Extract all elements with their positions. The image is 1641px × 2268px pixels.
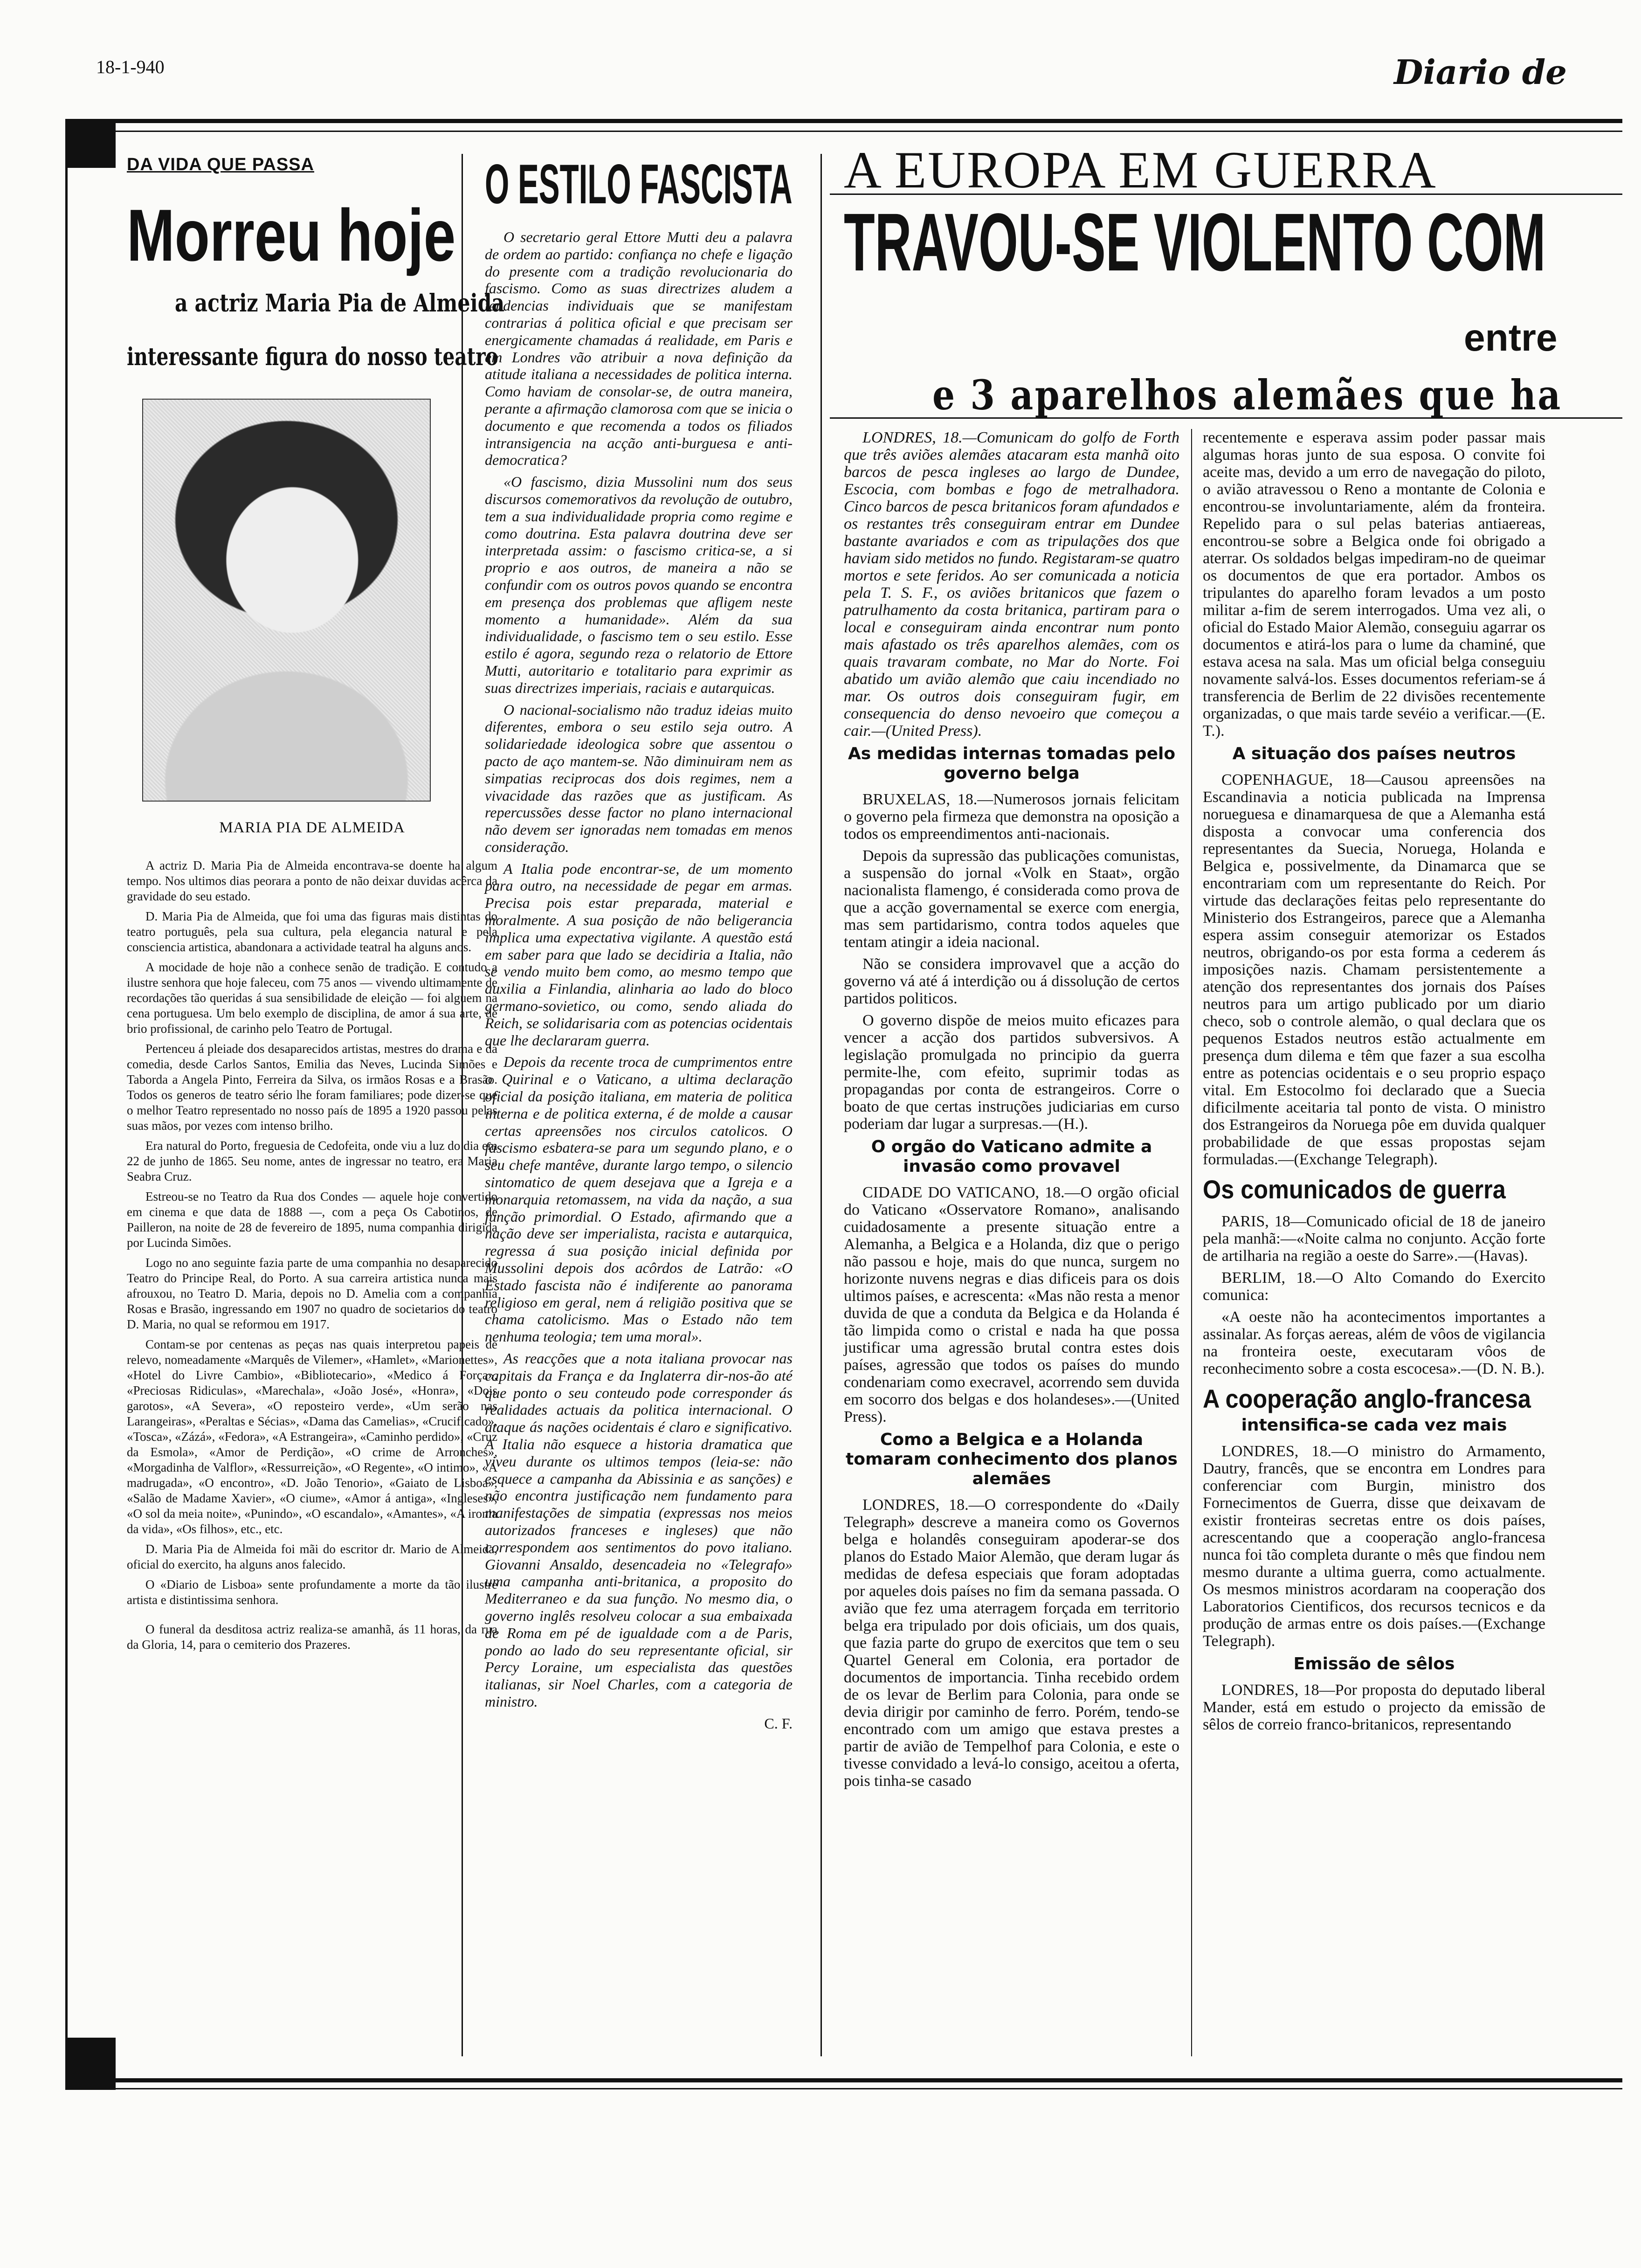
headline-war: TRAVOU-SE VIOLENTO COM (844, 197, 1546, 288)
subheading: A situação dos países neutros (1232, 744, 1516, 763)
paragraph: PARIS, 18—Comunicado oficial de 18 de janeiro pela manhã:—«Noite calma no conjunto. Acção forte de artilharia na região a oeste do Sarre».—(Havas). (1203, 1213, 1545, 1265)
paragraph: BERLIM, 18.—O Alto Comando do Exercito comunica: (1203, 1269, 1545, 1304)
top-rule (65, 119, 1622, 123)
paragraph: Depois da supressão das publicações comunistas, a suspensão do jornal «Volk en Staat», orgão nacionalista flamengo, é considerada como prova de que a acção governamental se exerce com energia, mas sem partidarismo, contra todos aqueles que tentam atingir a ideia nacional. (844, 847, 1179, 951)
paragraph: LONDRES, 18.—Comunicam do golfo de Forth que três aviões alemães atacaram esta manhã oito barcos de pesca ingleses ao largo de Dundee, Escocia, com bombas e fogo de metralhadora. Cinco barcos de pesca britanicos foram afundados e os restantes três conseguiram entrar em Dundee bastante avariados e com as tripulações dos que haviam sido metidos no fundo. Registaram-se quatro mortos e sete feridos. Ao ser comunicada a noticia pela T. S. F., os aviões britanicos que fazem o patrulhamento da costa britanica, partiram para o local e conseguiram ainda encontrar num ponto mais afastado os três aparelhos alemães, com os quais travaram combate, no Mar do Norte. Foi abatido um avião alemão que caiu incendiado no mar. Os outros dois conseguiram fugir, em consequencia do denso nevoeiro que começou a cair.—(United Press). (844, 429, 1179, 740)
paragraph: Não se considera improvavel que a acção do governo vá até á interdição ou á dissolução de certos partidos politicos. (844, 955, 1179, 1007)
obituary-deck: a actriz Maria Pia de Almeida (175, 289, 505, 318)
column-rule (1191, 429, 1192, 2056)
left-edge (65, 123, 68, 2081)
subheading: As medidas internas tomadas pelo governo belga (848, 744, 1176, 783)
bottom-rule (65, 2078, 1622, 2082)
paragraph: D. Maria Pia de Almeida foi mãi do escritor dr. Mario de Almeida, oficial do exercito, ha alguns anos falecido. (127, 1542, 497, 1571)
paragraph: «O fascismo, dizia Mussolini num dos seus discursos comemorativos da revolução de outubro, tem a sua individualidade propria como regime e como doutrina. Esta palavra doutrina deve ser interpretada assim: o fascismo critica-se, a si proprio e aos outros, de maneira a não se confundir com os outros povos quando se encontra em presença dos problemas que afligem neste momento a humanidade». Além da sua individualidade, o fascismo tem o seu estilo. Esse estilo é agora, segundo reza o relatorio de Ettore Mutti, autoritario e totalitario para exprimir as suas directrizes imperiais, raciais e autarquicas. (485, 473, 793, 696)
paragraph: D. Maria Pia de Almeida, que foi uma das figuras mais distintas do teatro português, pela sua cultura, pela elegancia natural e pela consciencia artistica, abandonara a actividade teatral ha alguns anos. (127, 909, 497, 954)
paragraph: recentemente e esperava assim poder passar mais algumas horas junto de sua esposa. O convite foi aceite mas, devido a um erro de navegação do piloto, o avião atravessou o Reno a montante de Colonia e encontrou-se involuntariamente, além da fronteira. Repelido para o sul pelas baterias antiaereas, encontrou-se sobre a Belgica onde foi obrigado a aterrar. Os soldados belgas impediram-no de queimar os documentos de que era portador. Ambos os tripulantes do aparelho foram levados a um posto militar a-fim de serem interrogados. Uma vez ali, o oficial do Estado Maior Alemão, conseguiu agarrar os documentos e atirá-los para o lume da chaminé, que estava acesa na sala. Mas um oficial belga conseguiu novamente salvá-los. Esses documentos referiam-se á transferencia de Berlim de 22 divisões recentemente organizadas, o que mais tarde sevéio a verificar.—(E. T.). (1203, 429, 1545, 740)
subheading: Emissão de sêlos (1293, 1654, 1455, 1673)
subheading-large: Os comunicados de guerra (1203, 1175, 1506, 1204)
paragraph: O «Diario de Lisboa» sente profundamente a morte da tão ilustre artista e distintissima senhora. (127, 1577, 497, 1607)
obituary-body (127, 858, 497, 1657)
paragraph: O nacional-socialismo não traduz ideias muito diferentes, embora o seu estilo seja outro. A solidariedade ideologica sobre que assentou o pacto de aço mantem-se. Não diminuiram nem as simpatias reciprocas dos dois regimes, nem a vivacidade das razões que as justificam. As repercussões desse factor no plano internacional não devem ser ignoradas nem tomadas em menos consideração. (485, 701, 793, 855)
margin-marker-top (65, 123, 116, 168)
margin-marker-bottom (65, 2038, 116, 2090)
paragraph: O funeral da desditosa actriz realiza-se amanhã, ás 11 horas, da rua da Gloria, 14, para o cemiterio dos Prazeres. (127, 1622, 497, 1652)
paragraph: Estreou-se no Teatro da Rua dos Condes — aquele hoje convertido em cinema e que data de 1888 —, com a peça Os Cabotinos, de Pailleron, na noite de 28 de fevereiro de 1895, numa companhia dirigida por Lucinda Simões. (127, 1189, 497, 1250)
war-column-3 (844, 429, 1179, 1794)
photo-caption: MARIA PIA DE ALMEIDA (219, 819, 405, 836)
paragraph: LONDRES, 18.—O ministro do Armamento, Dautry, francês, que se encontra em Londres para conferenciar com Burgin, ministro dos Fornecimentos de Guerra, disse que deixavam de existir fronteiras secretas entre os dois países, acrescentando que a cooperação anglo-francesa nunca foi tão completa durante o mês que findou nem mesmo durante a ultima guerra, como actualmente. Os mesmos ministros acordaram na cooperação dos Laboratorios Cientificos, dos recursos tecnicos e da produção de armas entre os dois países.—(Exchange Telegraph). (1203, 1443, 1545, 1650)
paragraph: LONDRES, 18—Por proposta do deputado liberal Mander, está em estudo o projecto da emissão de sêlos de correio franco-britanicos, representando (1203, 1681, 1545, 1733)
portrait-photo (142, 399, 431, 802)
editorial-body (485, 228, 793, 1737)
war-column-4 (1203, 429, 1545, 1738)
paragraph: Era natural do Porto, freguesia de Cedofeita, onde viu a luz do dia em 22 de junho de 1865. Seu nome, antes de ingressar no teatro, era Maria Seabra Cruz. (127, 1139, 497, 1183)
paragraph: COPENHAGUE, 18—Causou apreensões na Escandinavia a noticia publicada na Imprensa norueguesa e dinamarquesa de que a Alemanha está disposta a convocar uma conferencia dos representantes da Suecia, Noruega, Holanda e Belgica e, possivelmente, da Dinamarca que se encontrariam com um representante do Reich. Por virtude das declarações feitas pelo representante do Ministerio dos Estrangeiros, parece que a Alemanha espera assim conseguir atemorizar os Estados neutros, obrigando-os por esta forma a cederem ás imposições nazis. Chamam persistentemente a atenção dos representantes dos jornais dos Países neutros para um artigo publicado por um diario checo, sob o controle alemão, o qual declara que os pequenos Estados neutros estão actualmente em presença dum dilema e têm que fazer a sua escolha entre as potencias ocidentais e o seu proprio espaço vital. Em Estocolmo foi declarado que a Suecia dificilmente aceitaria tal ponto de vista. O ministro dos Estrangeiros da Noruega pôe em duvida qualquer probabilidade de que essas propostas sejam formuladas.—(Exchange Telegraph). (1203, 771, 1545, 1168)
paragraph: A actriz D. Maria Pia de Almeida encontrava-se doente ha algum tempo. Nos ultimos dias peorara a ponto de não deixar duvidas acêrca da gravidade do seu estado. (127, 858, 497, 903)
paragraph: BRUXELAS, 18.—Numerosos jornais felicitam o governo pela firmeza que demonstra na oposição a todos os empreendimentos anti-nacionais. (844, 791, 1179, 843)
paragraph: O governo dispõe de meios muito eficazes para vencer a acção dos partidos subversivos. A legislação promulgada no principio da guerra permite-lhe, com efeito, suprimir todas as propagandas por conta de estrangeiros. Corre o boato de que certas instruções judiciarias em curso poderiam dar lugar a surpresas.—(H.). (844, 1012, 1179, 1133)
paragraph: As reacções que a nota italiana provocar nas capitais da França e da Inglaterra dir-nos-ão até que ponto o seu conteudo pode corresponder ás realidades actuais da politica internacional. O ataque ás nações ocidentais é claro e significativo. A Italia não esquece a historia dramatica que viveu durante os ultimos tempos (leia-se: não esquece a campanha da Abissinia e as sanções) e não encontra justificação nem fundamento para manifestações de simpatia (expressas nos meios autorizados franceses e ingleses) que não correspondem aos sentimentos do povo italiano. Giovanni Ansaldo, desencadeia no «Telegrafo» uma campanha anti-britanica, a proposito do Mediterraneo e da sua função. No mesmo dia, o governo inglês resolveu colocar a sua embaixada de Roma em pé de igualdade com a de Paris, pondo ao lado do seu representante oficial, sir Percy Loraine, um especialista das questões italianas, sir Noel Charles, com a categoria de ministro. (485, 1350, 793, 1710)
paragraph: A Italia pode encontrar-se, de um momento para outro, na necessidade de pegar em armas. Precisa pois estar preparada, material e moralmente. A sua posição de não beligerancia implica uma expectativa vigilante. A questão está em saber para que lado se decidiria a Italia, não se vendo muito bem como, ao mesmo tempo que auxilia a Finlandia, alinharia ao lado do bloco germano-sovietico, ou como, sendo aliada do Reich, se solidarisaria com as potencias ocidentais que lhe declararam guerra. (485, 860, 793, 1049)
headline-obituary: Morreu hoje (127, 194, 456, 277)
paragraph: CIDADE DO VATICANO, 18.—O orgão oficial do Vaticano «Osservatore Romano», analisando cuidadosamente a presente situação entre a Alemanha, a Belgica e a Holanda, diz que o perigo não passou e hoje, mais do que nunca, surgem no horizonte nuvens negras e dias dificeis para os dois ultimos países, e acrescenta: «Mas não resta a menor duvida de que a conduta da Belgica e da Holanda é tão limpida como o cristal e nada ha que possa justificar uma agressão brutal contra estes dois países, agressão que todos os países do mundo condenariam como execravel, acorrendo sem duvida em socorro dos belgas e dos holandeses».—(United Press). (844, 1184, 1179, 1425)
subheading: intensifica-se cada vez mais (1241, 1416, 1507, 1435)
paragraph: «A oeste não ha acontecimentos importantes a assinalar. As forças aereas, além de vôos de vigilancia na fronteira oeste, executaram vôos de reconhecimento sobre a costa escocesa».—(D. N. B.). (1203, 1308, 1545, 1377)
paragraph: A mocidade de hoje não a conhece senão de tradição. E contudo a ilustre senhora que hoje faleceu, com 75 anos — vivendo ultimamente de recordações tão queridas á sua sensibilidade de eleição — foi alguem na cena portuguesa. Um belo exemplo de disciplina, de amor á sua arte, de brio profissional, de carinho pelo Teatro de Portugal. (127, 960, 497, 1036)
subheading: O orgão do Vaticano admite a invasão como provavel (871, 1137, 1152, 1176)
paragraph: LONDRES, 18.—O correspondente do «Daily Telegraph» descreve a maneira como os Governos belga e holandês conseguiram apoderar-se dos planos do Estado Maior Alemão, que deram lugar ás medidas de defesa especiais que foram adoptadas por aqueles dois países no fim da semana passada. O avião que fez uma aterragem forçada em territorio belga era tripulado por dois oficiais, um dos quais, que fazia parte do grupo de exercitos que tem o seu Quartel General em Colonia, era portador de documentos de importancia. Tinha recebido ordem de os levar de Berlim para Colonia, para onde se devia dirigir por caminho de ferro. Porém, tendo-se encontrado com um amigo que estava prestes a partir de avião de Tempelhof para Colonia, e este o tivesse convidado a levá-lo consigo, aceitou a oferta, pois tinha-se casado (844, 1496, 1179, 1790)
masthead: Diario de (1394, 52, 1567, 92)
war-deck-2: e 3 aparelhos alemães que ha (932, 371, 1562, 419)
top-rule-thin (65, 131, 1622, 132)
paragraph: Depois da recente troca de cumprimentos entre o Quirinal e o Vaticano, a ultima declaração oficial da posição italiana, em materia de politica interna e de politica externa, é de molde a causar certas apreensões nos circulos catolicos. O fascismo esbatera-se para um segundo plano, e o seu chefe mantêve, durante largo tempo, o silencio sintomatico de quem desejava que a Igreja e a monarquia retomassem, na vida da nação, a sua função primordial. O Estado, afirmando que a nação deve ser imperialista, racista e autarquica, regressa á sua posição inicial definida por Mussolini depois dos acôrdos de Latrão: «O Estado fascista não é indiferente ao panorama religioso em geral, nem á religião positiva que se chama catolicismo. Mas o Estado não tem nenhuma teologia; tem uma moral». (485, 1053, 793, 1345)
paragraph: Pertenceu á pleiade dos desaparecidos artistas, mestres do drama e da comedia, desde Carlos Santos, Emilia das Neves, Lucinda Simões e Taborda a Angela Pinto, Ferreira da Silva, os irmãos Rosas e a Brasão. Todos os generos de teatro sério lhe foram familiares; pode dizer-se que o melhor Teatro representado no nosso país de 1895 a 1920 passou pelas suas mãos, por vezes com intenso brilho. (127, 1042, 497, 1133)
kicker: DA VIDA QUE PASSA (127, 155, 314, 174)
headline-fascist-style: O ESTILO FASCISTA (485, 153, 793, 215)
bottom-rule-thin (65, 2088, 1622, 2089)
war-deck-1: entre (1464, 317, 1558, 359)
issue-date: 18-1-940 (96, 56, 165, 77)
subheading-large: A cooperação anglo-francesa (1203, 1384, 1531, 1413)
paragraph: Contam-se por centenas as peças nas quais interpretou papeis de relevo, nomeadamente «Marquês de Vilemer», «Hamlet», «Marionettes», «Hotel do Livre Cambio», «Bibliotecario», «Medico á Força», «Preciosas Ridiculas», «Marechala», «João José», «Honra», «Dois garotos», «A Severa», «O reposteiro verde», «Um serão nas Larangeiras», «Peraltas e Sécias», «Dama das Camelias», «Crucificado», «Tosca», «Zázá», «Fedora», «A Estrangeira», «Caminho perdido», «Cruz da Esmola», «Amor de Perdição», «O crime de Arronches», «Morgadinha de Valflor», «Ressurreição», «O Regente», «O intimo», «A madrugada», «O encontro», «D. João Tenorio», «Gaiato de Lisboa», «Salão de Madame Xavier», «O ciume», «Amor á antiga», «Ingleses», «O sol da meia noite», «Punindo», «O escandalo», «Amantes», «A ironia da vida», «Os filhos», etc., etc. (127, 1337, 497, 1536)
subheading: Como a Belgica e a Holanda tomaram conhecimento dos planos alemães (846, 1430, 1178, 1488)
paragraph: Logo no ano seguinte fazia parte de uma companhia no desaparecido Teatro do Principe Real, do Porto. A sua carreira artistica nunca mais afrouxou, no Teatro D. Maria, depois no D. Amelia com a companhia Rosas e Brasão, ingressando em 1907 no quadro de societarios do teatro D. Maria, no qual se reformou em 1917. (127, 1256, 497, 1331)
column-rule (820, 154, 822, 2056)
obituary-deck-2: interessante figura do nosso teatro (127, 343, 498, 371)
section-banner: A EUROPA EM GUERRA (844, 141, 1437, 199)
signature: C. F. (764, 1715, 793, 1732)
paragraph: O secretario geral Ettore Mutti deu a palavra de ordem ao partido: confiança no chefe e ligação do presente com a tradição revolucionaria do fascismo. Como as suas directrizes aludem a tendencias individuais que se manifestam contrarias á politica oficial e que precisam ser energicamente chamadas á realidade, em Paris e em Londres vão atribuir a nova definição da atitude italiana a necessidades de politica interna. Como haviam de consolar-se, de outra maneira, perante a afirmação clamorosa com que se inicia o documento e que recomenda a todos os filiados intransigencia na acção anti-burguesa e anti-democratica? (485, 228, 793, 469)
